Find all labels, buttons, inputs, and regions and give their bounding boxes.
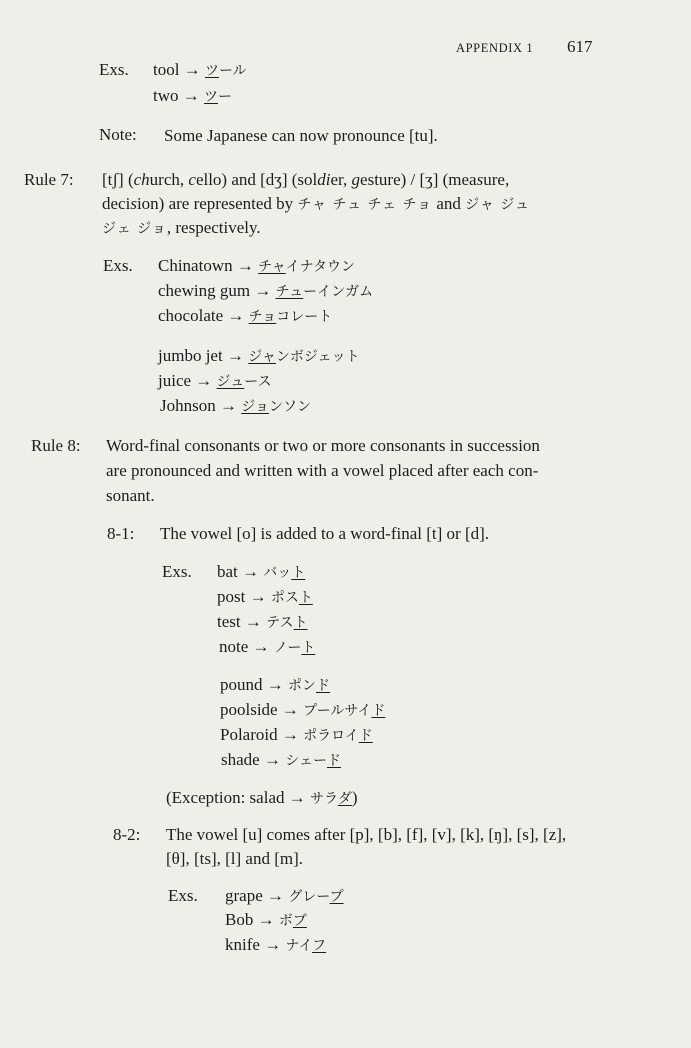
example-item: tool → ツール [153,60,247,79]
example-item: bat → バット [217,562,306,581]
example-item: Chinatown → チャイナタウン [158,256,356,275]
rule-7-line-2: decision) are represented by チャ チュ チェ チョ and ジャ ジュ [102,194,531,213]
example-item: Bob → ボブ [225,910,307,929]
example-item: chocolate → チョコレート [158,306,333,325]
rule-8-label: Rule 8: [31,436,81,455]
example-item: Johnson → ジョンソン [160,396,311,415]
example-item: shade → シェード [221,750,341,769]
note-text: Some Japanese can now pronounce [tu]. [164,126,438,145]
example-item: Polaroid → ポラロイド [220,725,373,744]
exception-note: (Exception: salad → サラダ) [166,788,358,807]
rule-8-text: Word-final consonants or two or more consonants in succession are pronounced and written with a vowel placed after each con- sonant. [106,436,540,505]
example-item: grape → グレープ [225,886,344,905]
examples-label: Exs. [103,256,133,275]
rule-7-line-3: ジェ ジョ, respectively. [102,218,261,237]
example-item: note → ノート [219,637,316,656]
rule-8-2-line-2: [θ], [ts], [l] and [m]. [166,849,304,868]
examples-label: Exs. [99,60,129,79]
example-item: jumbo jet → ジャンボジェット [158,346,360,365]
example-item: chewing gum → チューインガム [158,281,374,300]
example-item: poolside → プールサイド [220,700,386,719]
rule-8-1-label: 8-1: [107,524,135,543]
examples-label: Exs. [168,886,198,905]
example-item: knife → ナイフ [225,935,327,954]
rule-8-2-label: 8-2: [113,825,141,844]
example-item: two → ツー [153,86,232,105]
page-number: 617 [567,37,593,56]
rule-7-label: Rule 7: [24,170,74,189]
rule-7-line-1: [tʃ] (church, cello) and [dʒ] (soldier, gesture) / [ʒ] (measure, [102,170,510,189]
note-label: Note: [99,125,137,144]
rule-8-1-text: The vowel [o] is added to a word-final [t] or [d]. [160,524,490,543]
example-item: juice → ジュース [158,371,272,390]
examples-label: Exs. [162,562,192,581]
rule-8-2-line-1: The vowel [u] comes after [p], [b], [f], [v], [k], [ŋ], [s], [z], [166,825,567,844]
example-item: post → ポスト [217,587,313,606]
example-item: test → テスト [217,612,308,631]
example-item: pound → ポンド [220,675,330,694]
running-header: APPENDIX 1 [456,41,534,55]
